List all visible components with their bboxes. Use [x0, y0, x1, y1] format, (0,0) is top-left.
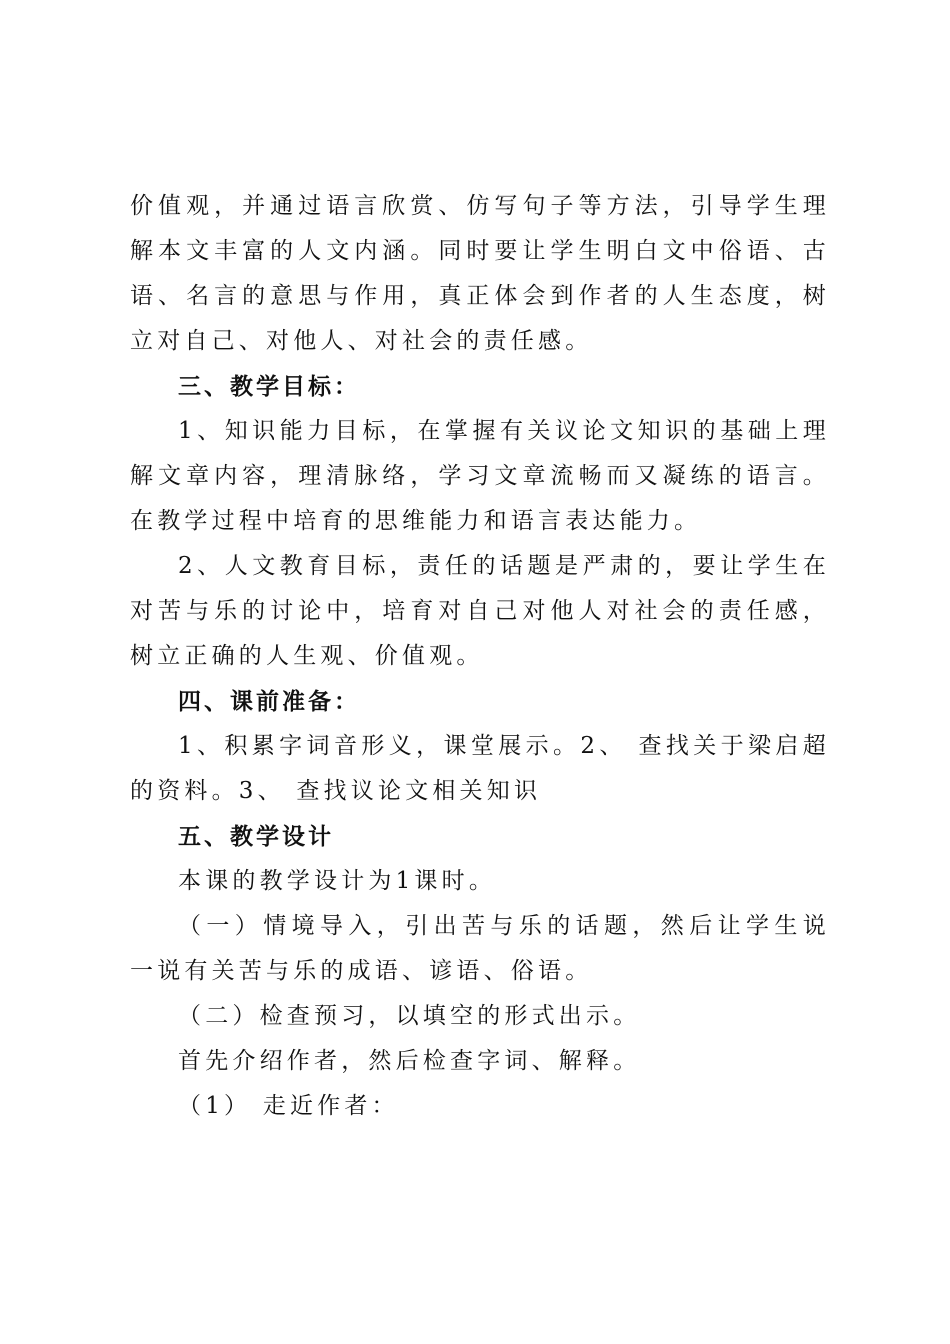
heading-teaching-design: 五、教学设计	[178, 823, 334, 850]
paragraph-knowledge-goal: 1、知识能力目标，在掌握有关议论文知识的基础上理解文章内容，理清脉络，学习文章流畅而又凝练的语言。在教学过程中培育的思维能力和语言表达能力。	[130, 418, 830, 534]
paragraph-values-continuation: 价值观，并通过语言欣赏、仿写句子等方法，引导学生理解本文丰富的人文内涵。同时要让学生明白文中俗语、古语、名言的意思与作用，真正体会到作者的人生态度，树立对自己、对他人、对社会的责任感。	[130, 193, 830, 354]
paragraph-approach-author: （1） 走近作者：	[178, 1093, 399, 1119]
paragraph-author-intro: 首先介绍作者，然后检查字词、解释。	[178, 1048, 641, 1074]
paragraph-lesson-count: 本课的教学设计为1课时。	[178, 868, 497, 894]
paragraph-humanities-goal: 2、人文教育目标，责任的话题是严肃的，要让学生在对苦与乐的讨论中，培育对自己对他人对社会的责任感，树立正确的人生观、价值观。	[130, 553, 830, 669]
paragraph-preparation-items: 1、积累字词音形义，课堂展示。2、 查找关于梁启超的资料。3、 查找议论文相关知识	[130, 733, 830, 804]
document-body	[130, 184, 830, 1129]
heading-teaching-goals: 三、教学目标：	[178, 373, 360, 400]
heading-preparation: 四、课前准备：	[178, 688, 360, 715]
paragraph-preview-check: （二）检查预习，以填空的形式出示。	[178, 1003, 641, 1029]
paragraph-introduction-step: （一）情境导入，引出苦与乐的话题，然后让学生说一说有关苦与乐的成语、谚语、俗语。	[130, 913, 830, 984]
